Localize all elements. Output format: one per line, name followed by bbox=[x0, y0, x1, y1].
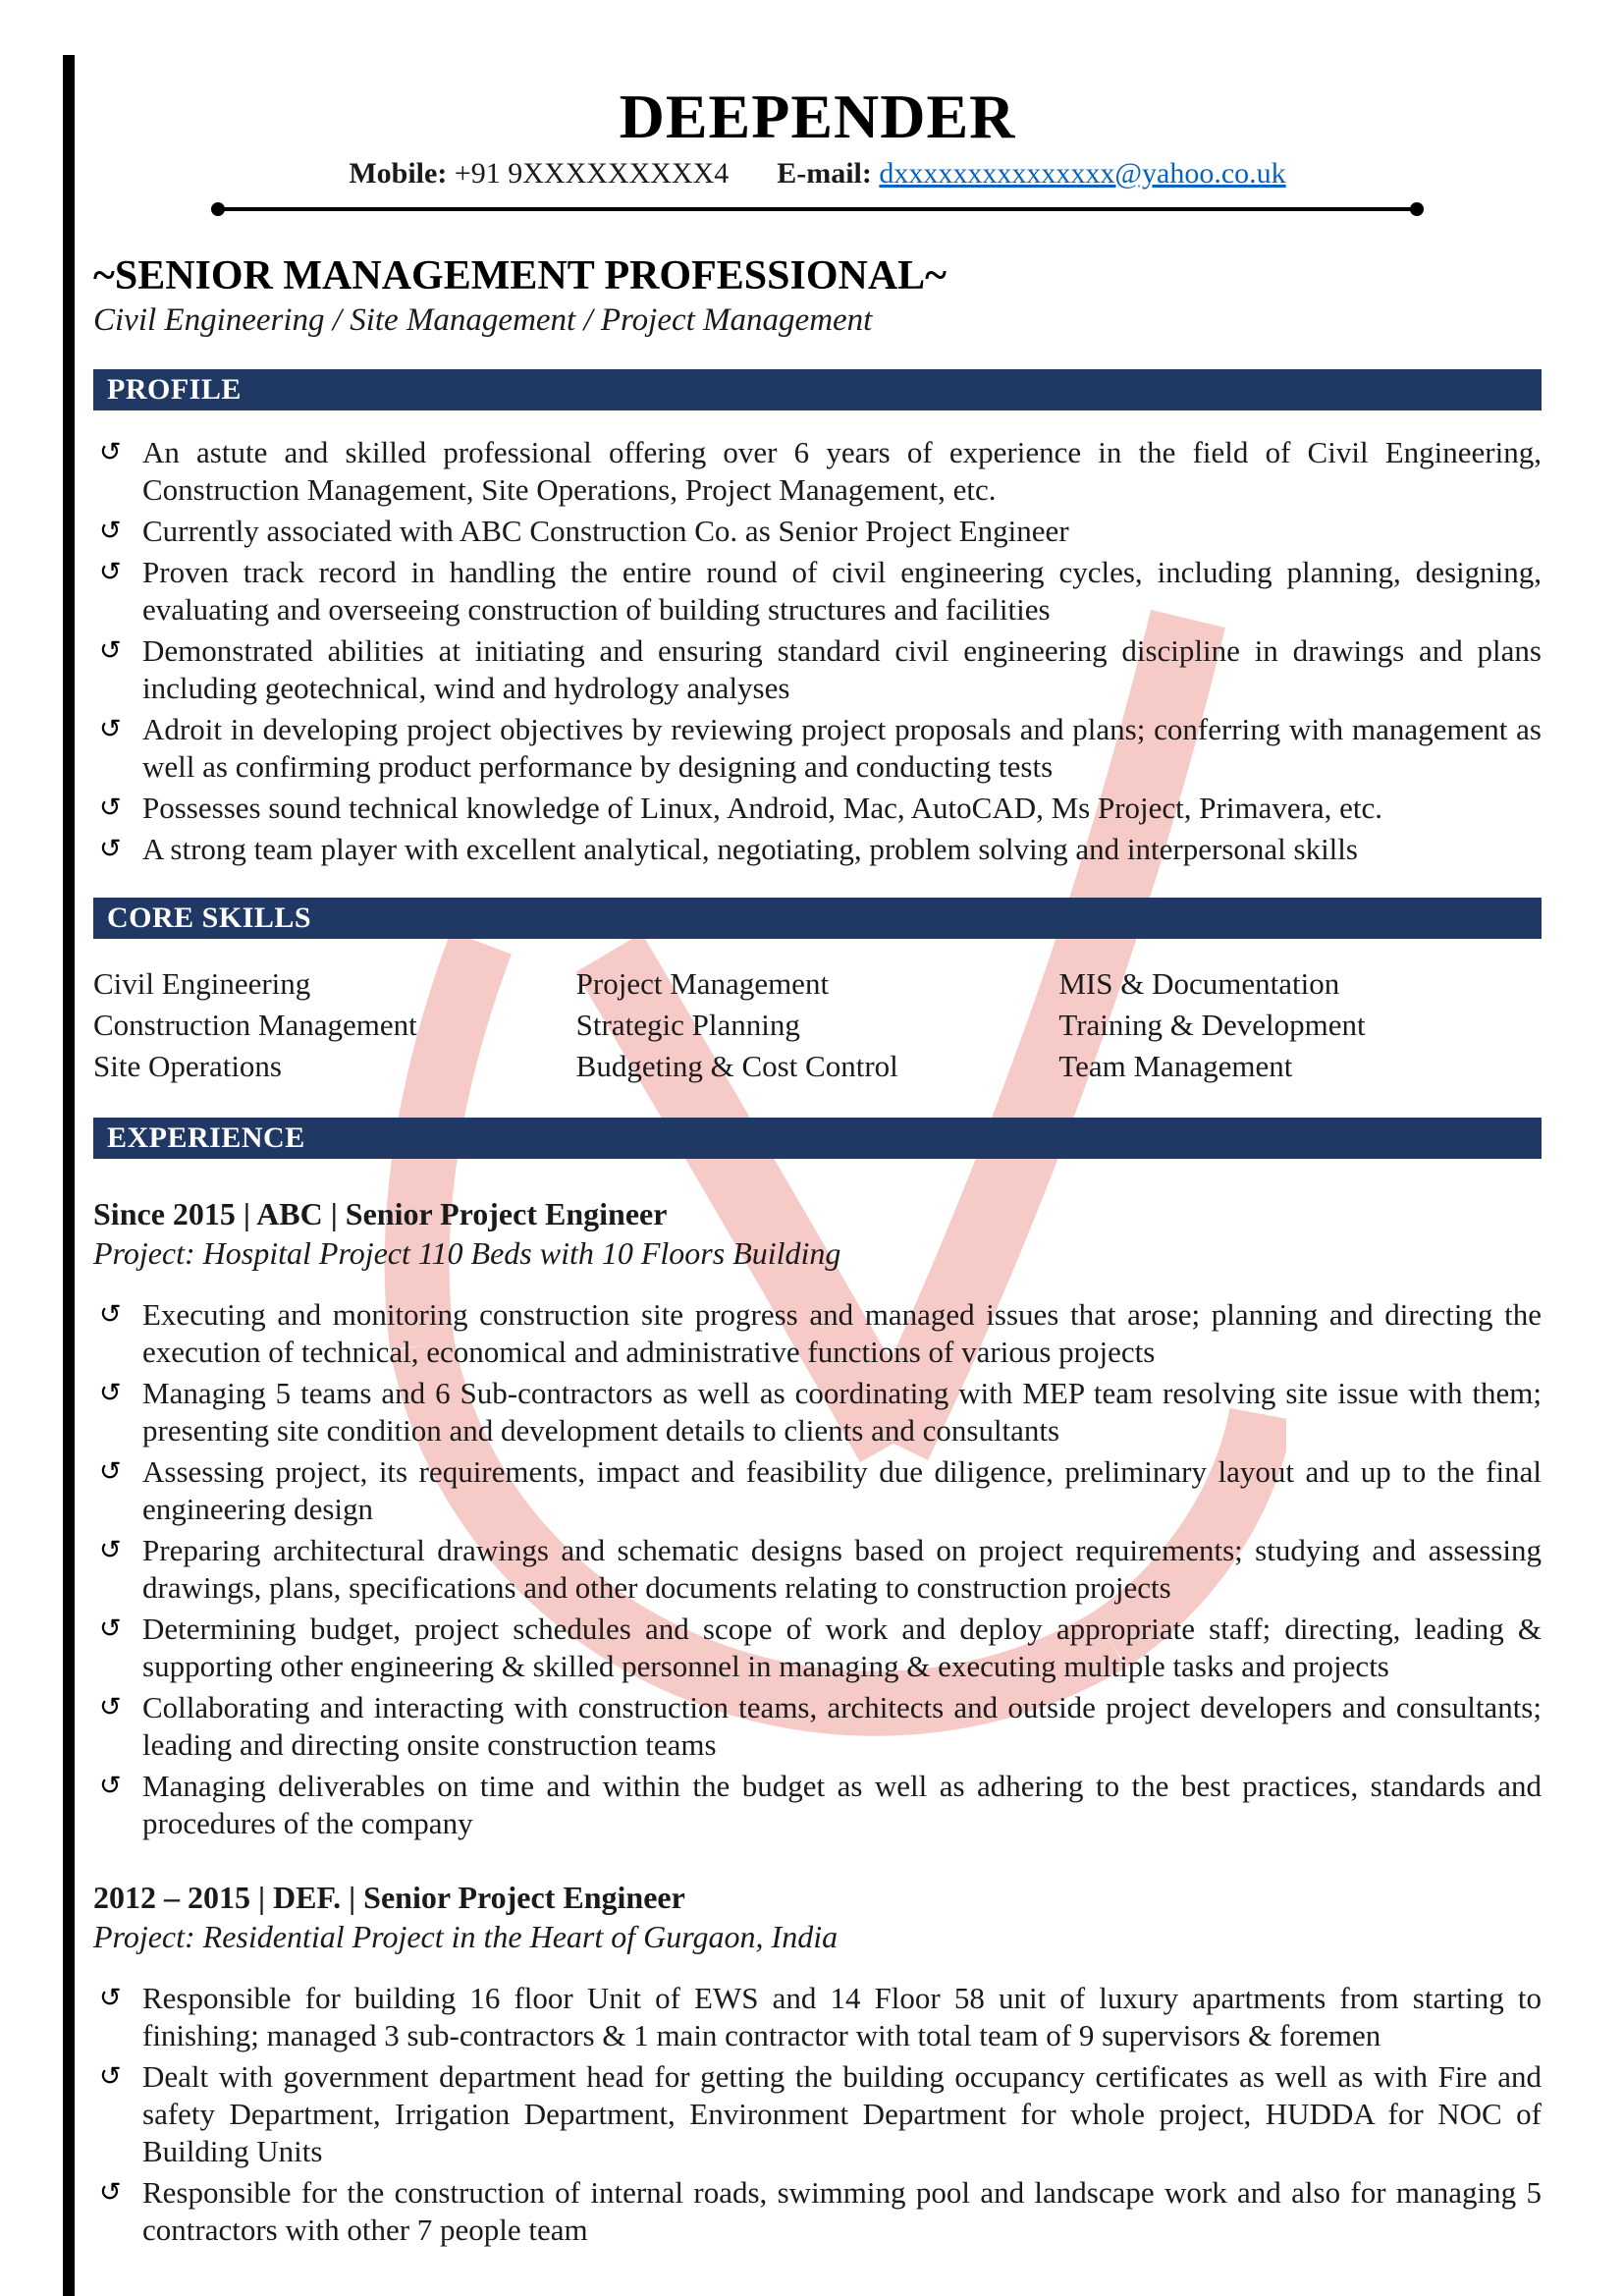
experience-bullet bbox=[93, 1768, 1542, 1842]
bullet-text: Managing 5 teams and 6 Sub-contractors as well as coordinating with MEP team resolving site issue with them; presenting site condition and development details to clients and consultants bbox=[142, 1376, 1542, 1448]
bullet-text: Dealt with government department head for getting the building occupancy certificates as well as with Fire and safety Department, Irrigation Department, Environment Department for whole project, HUDDA for NOC of Building Units bbox=[142, 2059, 1542, 2168]
circular-arrow-bullet-icon: ↺ bbox=[99, 516, 122, 546]
job2-bullet-list bbox=[93, 1980, 1542, 2249]
bullet-text: Responsible for the construction of internal roads, swimming pool and landscape work and also for managing 5 contractors with other 7 people team bbox=[142, 2175, 1542, 2247]
circular-arrow-bullet-icon: ↺ bbox=[99, 557, 122, 587]
circular-arrow-bullet-icon: ↺ bbox=[99, 1535, 122, 1565]
profile-bullet bbox=[93, 554, 1542, 629]
profile-bullet-list bbox=[93, 434, 1542, 868]
bullet-text: Currently associated with ABC Construction Co. as Senior Project Engineer bbox=[142, 514, 1069, 548]
circular-arrow-bullet-icon: ↺ bbox=[99, 793, 122, 823]
profile-section-header: PROFILE bbox=[93, 369, 1542, 410]
bullet-text: Managing deliverables on time and within the budget as well as adhering to the best practices, standards and procedures of the company bbox=[142, 1769, 1542, 1840]
experience-bullet bbox=[93, 2058, 1542, 2170]
profile-bullet bbox=[93, 831, 1542, 868]
job-title: Since 2015 | ABC | Senior Project Engineer bbox=[93, 1196, 668, 1231]
experience-bullet bbox=[93, 1375, 1542, 1449]
core-skills-grid bbox=[93, 964, 1542, 1088]
skill-item: Budgeting & Cost Control bbox=[575, 1049, 898, 1083]
skill-item: Site Operations bbox=[93, 1049, 282, 1083]
experience-bullet bbox=[93, 2174, 1542, 2249]
circular-arrow-bullet-icon: ↺ bbox=[99, 1692, 122, 1722]
skills-column-3 bbox=[1058, 964, 1542, 1088]
profile-bullet bbox=[93, 790, 1542, 827]
skill-item: Training & Development bbox=[1058, 1008, 1366, 1042]
skill-item: Construction Management bbox=[93, 1008, 417, 1042]
bullet-text: Demonstrated abilities at initiating and ensuring standard civil engineering discipline in drawings and plans including geotechnical, wind and hydrology analyses bbox=[142, 633, 1542, 705]
bullet-text: Proven track record in handling the entire round of civil engineering cycles, including planning, designing, evaluating and overseeing construction of building structures and facilities bbox=[142, 555, 1542, 627]
bullet-text: An astute and skilled professional offering over 6 years of experience in the field of Civil Engineering, Construction Management, Site Operations, Project Management, etc. bbox=[142, 435, 1542, 507]
core-skills-section-header: CORE SKILLS bbox=[93, 898, 1542, 939]
email-link[interactable]: dxxxxxxxxxxxxxxx@yahoo.co.uk bbox=[879, 157, 1286, 190]
experience-section-header: EXPERIENCE bbox=[93, 1118, 1542, 1159]
skill-item: MIS & Documentation bbox=[1058, 966, 1340, 1001]
divider-rule bbox=[219, 207, 1416, 211]
experience-bullet bbox=[93, 1689, 1542, 1764]
page-border bbox=[63, 55, 75, 2296]
skills-column-2 bbox=[576, 964, 1059, 1088]
circular-arrow-bullet-icon: ↺ bbox=[99, 1771, 122, 1801]
bullet-text: Collaborating and interacting with construction teams, architects and outside project developers and consultants; leading and directing onsite construction teams bbox=[142, 1690, 1542, 1762]
specialization-subtitle: Civil Engineering / Site Management / Project Management bbox=[93, 302, 873, 338]
experience-bullet bbox=[93, 1611, 1542, 1685]
profile-bullet bbox=[93, 632, 1542, 707]
profile-bullet bbox=[93, 513, 1542, 550]
profile-bullet bbox=[93, 434, 1542, 509]
mobile-value: +91 9XXXXXXXXX4 bbox=[454, 157, 730, 190]
circular-arrow-bullet-icon: ↺ bbox=[99, 1299, 122, 1330]
divider-line bbox=[211, 200, 1424, 218]
circular-arrow-bullet-icon: ↺ bbox=[99, 635, 122, 666]
profile-bullet bbox=[93, 711, 1542, 786]
bullet-text: Preparing architectural drawings and schematic designs based on project requirements; studying and assessing drawings, plans, specifications and other documents relating to construction projects bbox=[142, 1533, 1542, 1605]
mobile-label: Mobile: bbox=[349, 157, 448, 190]
resume-content bbox=[93, 84, 1542, 2253]
bullet-text: A strong team player with excellent analytical, negotiating, problem solving and interpersonal skills bbox=[142, 832, 1358, 866]
bullet-text: Executing and monitoring construction site progress and managed issues that arose; planning and directing the execution of technical, economical and administrative functions of various projects bbox=[142, 1297, 1542, 1369]
circular-arrow-bullet-icon: ↺ bbox=[99, 1456, 122, 1487]
experience-bullet bbox=[93, 1453, 1542, 1528]
experience-bullet bbox=[93, 1532, 1542, 1607]
bullet-text: Assessing project, its requirements, impact and feasibility due diligence, preliminary layout and up to the final engineering design bbox=[142, 1454, 1542, 1526]
skill-item: Civil Engineering bbox=[93, 966, 311, 1001]
experience-bullet bbox=[93, 1296, 1542, 1371]
bullet-text: Responsible for building 16 floor Unit of EWS and 14 Floor 58 unit of luxury apartments from starting to finishing; managed 3 sub-contractors & 1 main contractor with total team of 9 supervisors & foremen bbox=[142, 1981, 1542, 2052]
skill-item: Strategic Planning bbox=[575, 1008, 800, 1042]
circular-arrow-bullet-icon: ↺ bbox=[99, 2061, 122, 2092]
candidate-name: DEEPENDER bbox=[619, 82, 1016, 151]
skills-column-1 bbox=[93, 964, 576, 1088]
skill-item: Project Management bbox=[575, 966, 830, 1001]
circular-arrow-bullet-icon: ↺ bbox=[99, 437, 122, 467]
job-title: 2012 – 2015 | DEF. | Senior Project Engineer bbox=[93, 1880, 685, 1915]
bullet-text: Possesses sound technical knowledge of Linux, Android, Mac, AutoCAD, Ms Project, Primavera, etc. bbox=[142, 791, 1383, 825]
circular-arrow-bullet-icon: ↺ bbox=[99, 714, 122, 744]
circular-arrow-bullet-icon: ↺ bbox=[99, 834, 122, 864]
skill-item: Team Management bbox=[1058, 1049, 1293, 1083]
experience-bullet bbox=[93, 1980, 1542, 2054]
circular-arrow-bullet-icon: ↺ bbox=[99, 1613, 122, 1644]
circular-arrow-bullet-icon: ↺ bbox=[99, 2177, 122, 2208]
email-label: E-mail: bbox=[777, 157, 872, 190]
contact-line bbox=[93, 155, 1542, 192]
job1-bullet-list bbox=[93, 1296, 1542, 1842]
circular-arrow-bullet-icon: ↺ bbox=[99, 1378, 122, 1408]
bullet-text: Adroit in developing project objectives by reviewing project proposals and plans; conferring with management as well as confirming product performance by designing and conducting tests bbox=[142, 712, 1542, 784]
divider-dot-right bbox=[1410, 202, 1424, 216]
circular-arrow-bullet-icon: ↺ bbox=[99, 1983, 122, 2013]
job-project: Project: Hospital Project 110 Beds with 10 Floors Building bbox=[93, 1235, 841, 1271]
bullet-text: Determining budget, project schedules and scope of work and deploy appropriate staff; directing, leading & supporting other engineering & skilled personnel in managing & executing multiple tasks and projects bbox=[142, 1612, 1542, 1683]
professional-title: ~SENIOR MANAGEMENT PROFESSIONAL~ bbox=[93, 253, 947, 299]
job-project: Project: Residential Project in the Heart of Gurgaon, India bbox=[93, 1919, 839, 1954]
